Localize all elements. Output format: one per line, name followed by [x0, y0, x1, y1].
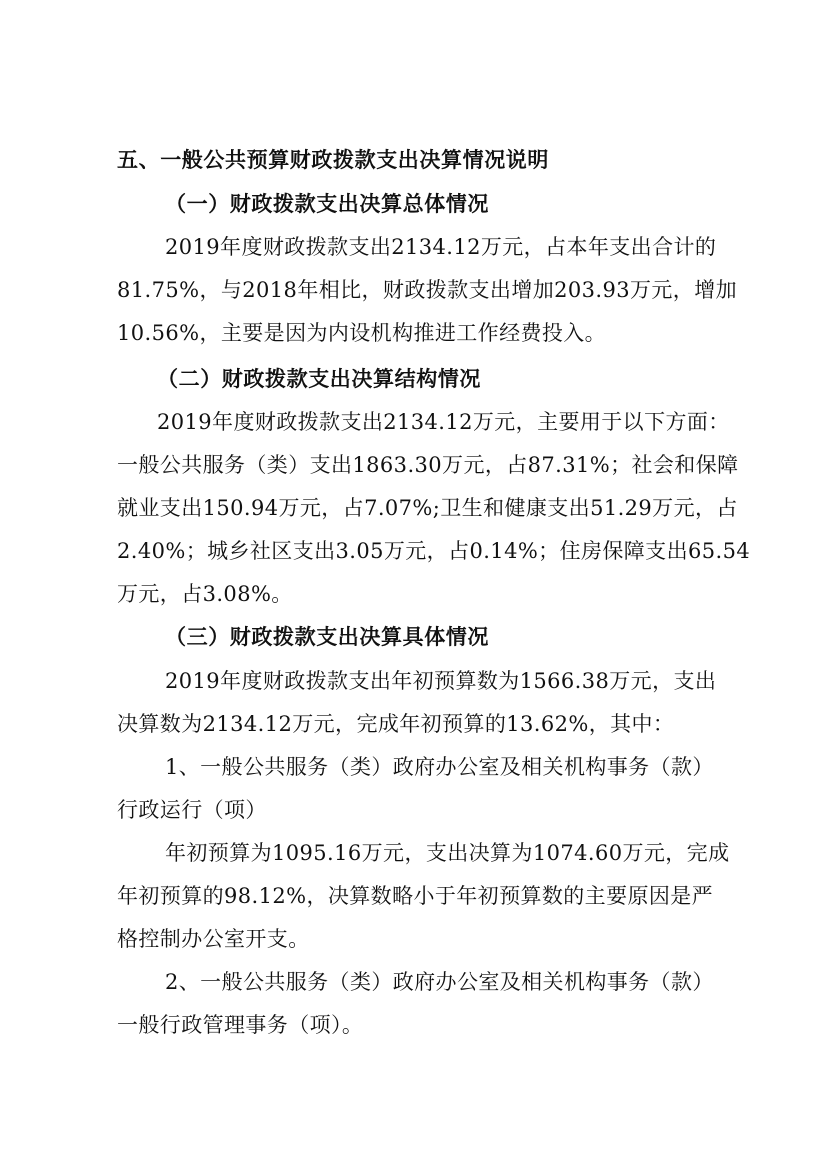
- subsection-heading-detail: （三）财政拨款支出决算具体情况: [165, 625, 489, 649]
- paragraph-line: 10.56%，主要是因为内设机构推进工作经费投入。: [117, 321, 607, 345]
- paragraph-line: 81.75%，与2018年相比，财政拨款支出增加203.93万元，增加: [117, 278, 737, 302]
- item-title-line: 一般行政管理事务（项）。: [117, 1013, 364, 1037]
- paragraph-line: 年初预算的98.12%，决算数略小于年初预算数的主要原因是严: [117, 884, 714, 908]
- paragraph-line: 2019年度财政拨款支出2134.12万元，主要用于以下方面：: [157, 410, 730, 434]
- item-title-line: 1、一般公共服务（类）政府办公室及相关机构事务（款）: [165, 755, 714, 779]
- paragraph-line: 决算数为2134.12万元，完成年初预算的13.62%，其中：: [117, 712, 675, 736]
- section-title: 五、一般公共预算财政拨款支出决算情况说明: [117, 148, 549, 172]
- subsection-heading-structure: （二）财政拨款支出决算结构情况: [157, 367, 481, 391]
- paragraph-line: 格控制办公室开支。: [117, 927, 310, 951]
- paragraph-line: 就业支出150.94万元，占7.07%;卫生和健康支出51.29万元，占: [117, 496, 738, 520]
- paragraph-line: 2.40%；城乡社区支出3.05万元，占0.14%；住房保障支出65.54: [117, 539, 751, 563]
- paragraph-line: 万元，占3.08%。: [117, 582, 293, 606]
- subsection-heading-overall: （一）财政拨款支出决算总体情况: [165, 192, 489, 216]
- item-title-line: 2、一般公共服务（类）政府办公室及相关机构事务（款）: [165, 970, 714, 994]
- paragraph-line: 2019年度财政拨款支出年初预算数为1566.38万元，支出: [165, 669, 717, 693]
- paragraph-line: 一般公共服务（类）支出1863.30万元，占87.31%；社会和保障: [117, 453, 739, 477]
- paragraph-line: 2019年度财政拨款支出2134.12万元，占本年支出合计的: [165, 235, 717, 259]
- item-title-line: 行政运行（项）: [117, 798, 267, 822]
- paragraph-line: 年初预算为1095.16万元，支出决算为1074.60万元，完成: [165, 841, 730, 865]
